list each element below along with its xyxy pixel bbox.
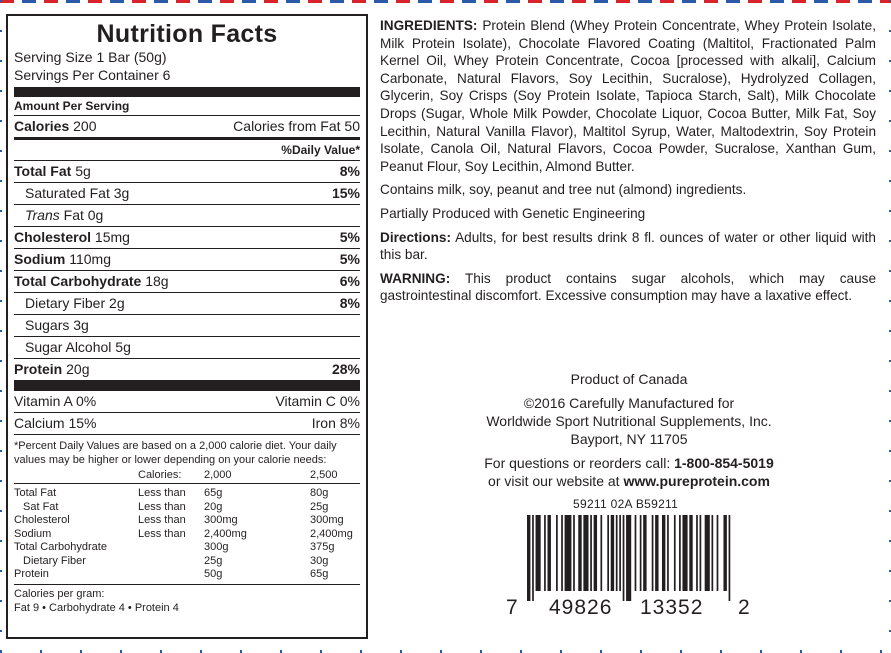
nutrient-pct: 6% (339, 273, 360, 289)
daily-value-header: %Daily Value* (14, 140, 360, 161)
barcode-bar (623, 515, 625, 601)
vitamin-row (14, 391, 360, 413)
nutrient-pct: 8% (339, 163, 360, 179)
nutrient-amount: 110mg (69, 251, 112, 267)
barcode-bar (679, 515, 681, 591)
reference-qualifier (138, 568, 204, 582)
nutrient-row-total-carbohydrate (14, 271, 360, 293)
barcode-first-digit: 7 (506, 596, 518, 619)
reference-qualifier: Less than (138, 500, 186, 513)
nutrient-row-sugar-alcohol (14, 337, 360, 359)
barcode-left-group: 49826 (549, 596, 613, 619)
website-line (440, 472, 818, 490)
nutrient-label: Total Carbohydrate (14, 273, 142, 289)
nutrient-row-total-fat (14, 161, 360, 183)
barcode-bar (682, 515, 687, 591)
ingredients-text: Protein Blend (Whey Protein Concentrate, Whey Protein Isolate, Milk Protein Isolate), Chocolate Flavored Coating (Maltitol, Fractionated Palm Kernel Oil, Whey Protein Concentrate, Cocoa [processed with alkali], Calcium Carbonate, Natural Flavors, Soy Lecithin, Sucralose), Hydrolyzed Collagen, Glycerin, Soy Crisps (Soy Protein Isolate, Tapioca Starch, Salt), Milk Chocolate Drops (Sugar, Whole Milk Powder, Chocolate Liquor, Cocoa Butter, Milk Fat, Soy Lecithin, Natural Vanilla Flavor), Maltitol Syrup, Water, Maltodextrin, Soy Protein Isolate, Canola Oil, Natural Flavors, Cocoa Powder, Sucralose, Xanthan Gum, Peanut Flour, Soy Lecithin, Almond Butter. (380, 18, 877, 174)
barcode-bar (594, 515, 597, 591)
reference-nutrient: Dietary Fiber (23, 554, 86, 567)
barcode-bar (573, 515, 575, 591)
nutrient-amount: 2g (109, 295, 125, 311)
reference-nutrient: Total Carbohydrate (14, 541, 107, 553)
calories-per-gram-label: Calories per gram: (14, 587, 105, 600)
nutrient-amount: 3g (73, 317, 89, 333)
reference-2500-value: 65g (310, 568, 329, 580)
barcode-bar (590, 515, 592, 591)
reference-row (14, 528, 360, 542)
barcode-bar (667, 515, 669, 591)
barcode-bar (578, 515, 581, 591)
barcode-bar (544, 515, 546, 591)
reference-qualifier (138, 541, 204, 555)
nutrient-label: Sugar Alcohol (25, 339, 112, 355)
top-edge-marks (0, 0, 891, 3)
nutrition-facts-panel (6, 14, 368, 639)
barcode-bar (561, 515, 563, 591)
questions-line (440, 454, 818, 472)
nutrient-pct: 28% (331, 361, 360, 377)
reference-nutrient: Total Fat (14, 487, 57, 499)
product-origin: Product of Canada (570, 371, 688, 387)
reference-table (14, 469, 360, 585)
product-codes: 59211 02A B59211 (573, 497, 679, 511)
nutrient-amount: 18g (145, 273, 169, 289)
barcode-bar (640, 515, 642, 591)
reference-2000-value: 300g (204, 541, 229, 553)
reference-nutrient: Sat Fat (23, 500, 59, 513)
company-city: Bayport, NY 11705 (570, 431, 688, 447)
barcode-bar (619, 515, 621, 591)
barcode-right-group: 13352 (640, 596, 704, 619)
reference-qualifier: Less than (138, 487, 186, 499)
barcode-bar (527, 515, 530, 601)
website-link[interactable]: www.pureprotein.com (623, 473, 770, 489)
barcode-bar (536, 515, 541, 591)
reference-row (14, 514, 360, 528)
reference-qualifier: Less than (138, 514, 186, 526)
nutrient-pct: 5% (339, 229, 360, 245)
reference-2500-header: 2,500 (310, 469, 360, 483)
directions-label: Directions: (380, 229, 452, 245)
reference-row (14, 487, 360, 501)
barcode-bar (723, 515, 726, 591)
nutrient-label: Total Fat (14, 163, 72, 179)
directions-text: Adults, for best results drink 8 fl. ounces of water or other liquid with this bar. (380, 229, 876, 263)
calories-from-fat: Calories from Fat 50 (233, 118, 360, 134)
barcode-bar (712, 515, 714, 591)
barcode-bar (635, 515, 637, 591)
company-info (440, 370, 818, 490)
nutrient-amount: 15mg (94, 229, 130, 245)
barcode-bar (583, 515, 588, 591)
barcode-bar (705, 515, 710, 591)
nutrition-facts-title: Nutrition Facts (96, 20, 278, 48)
genetic-engineering-statement: Partially Produced with Genetic Engineering (380, 205, 646, 221)
ingredients-paragraph (380, 17, 876, 175)
reference-row (14, 541, 360, 555)
nutrient-amount: 20g (66, 361, 90, 377)
nutrient-amount: 5g (75, 163, 91, 179)
copyright-line: ©2016 Carefully Manufactured for (523, 395, 735, 411)
reference-2500-value: 80g (310, 487, 329, 499)
barcode-bar (616, 515, 618, 591)
website-prefix: or visit our website at (488, 473, 620, 489)
reference-row (14, 568, 360, 582)
nutrient-label: Dietary Fiber (25, 295, 106, 311)
nutrient-label: Saturated Fat (25, 185, 110, 201)
nutrient-label: Sugars (25, 317, 70, 333)
barcode-bar (626, 515, 631, 601)
reference-2500-value: 300mg (310, 514, 344, 526)
reference-2500-value: 25g (310, 500, 329, 513)
allergen-statement: Contains milk, soy, peanut and tree nut (almond) ingredients. (380, 182, 747, 198)
company-name: Worldwide Sport Nutritional Supplements, Inc. (486, 413, 772, 429)
nutrient-row-protein (14, 359, 360, 380)
reference-2500-value: 375g (310, 541, 335, 553)
barcode-image (527, 515, 732, 601)
reference-nutrient: Protein (14, 568, 49, 580)
reference-2500-value: 30g (310, 554, 329, 567)
reference-row (14, 555, 360, 569)
reference-calories-label: Calories: (138, 469, 204, 483)
nutrient-row-dietary-fiber (14, 293, 360, 315)
reference-2000-value: 25g (204, 554, 223, 567)
barcode-bar (643, 515, 646, 591)
calories-per-gram: Fat 9 • Carbohydrate 4 • Protein 4 (14, 601, 179, 614)
nutrient-row-sugars (14, 315, 360, 337)
barcode-bar (696, 515, 698, 591)
barcode-bar (674, 515, 676, 591)
reference-2000-value: 50g (204, 568, 223, 580)
barcode-bar (655, 515, 658, 591)
left-edge-marks (0, 0, 2, 653)
reference-qualifier: Less than (138, 527, 186, 540)
calories-value: 200 (73, 118, 97, 134)
barcode-bar (689, 515, 692, 591)
nutrient-row-sodium (14, 249, 360, 271)
calories-label: Calories (14, 118, 70, 134)
barcode-bar (662, 515, 665, 591)
nutrient-amount: Fat 0g (63, 207, 104, 223)
nutrient-pct: 5% (339, 251, 360, 267)
nutrient-row-trans-fat (14, 205, 360, 227)
warning-paragraph (380, 270, 876, 305)
barcode-check-digit: 2 (738, 596, 750, 619)
warning-text: This product contains sugar alcohols, which may cause gastrointestinal discomfort. Excessive consumption may have a laxative effect. (380, 270, 877, 304)
barcode-bar (565, 515, 572, 591)
warning-label: WARNING: (380, 270, 451, 286)
nutrient-pct: 8% (339, 295, 360, 311)
reference-header-row (14, 469, 360, 483)
servings-per-container: Servings Per Container 6 (14, 67, 171, 83)
barcode-bar (607, 515, 609, 591)
barcode-bar (548, 515, 551, 591)
reference-row (14, 501, 360, 515)
vitamin-row (14, 413, 360, 435)
reference-2000-header: 2,000 (204, 469, 310, 483)
directions-paragraph (380, 229, 876, 264)
daily-value-footnote: *Percent Daily Values are based on a 2,000 calorie diet. Your daily values may be higher or lower depending on your calorie needs: (14, 440, 337, 466)
nutrient-amount: 3g (113, 185, 130, 201)
barcode-bar (556, 515, 558, 591)
nutrient-label: Cholesterol (14, 229, 92, 245)
serving-size: Serving Size 1 Bar (50g) (14, 49, 167, 65)
nutrient-label: Sodium (14, 251, 66, 267)
calories-row (14, 116, 360, 140)
reference-2000-value: 2,400mg (204, 527, 247, 540)
reference-2000-value: 20g (204, 500, 223, 513)
reference-qualifier (138, 555, 204, 569)
nutrient-pct: 15% (331, 185, 360, 201)
barcode-bar (700, 515, 702, 591)
label-text-column (380, 17, 876, 311)
nutrient-row-saturated-fat (14, 183, 360, 205)
questions-prefix: For questions or reorders call: (484, 455, 671, 471)
reference-nutrient: Cholesterol (14, 514, 70, 526)
reference-nutrient: Sodium (14, 527, 52, 540)
ingredients-label: INGREDIENTS: (380, 18, 478, 33)
thick-divider (14, 380, 360, 391)
reference-2000-value: 65g (204, 487, 223, 499)
reference-2500-value: 2,400mg (310, 527, 353, 540)
nutrient-label: Protein (14, 361, 63, 377)
barcode-bar (717, 515, 719, 591)
nutrient-amount: 5g (115, 339, 131, 355)
barcode-bar (600, 515, 602, 591)
vitamin-right: Iron 8% (311, 415, 360, 431)
barcode-bar (532, 515, 534, 601)
vitamin-left: Calcium 15% (14, 415, 97, 431)
vitamin-right: Vitamin C 0% (275, 393, 360, 409)
barcode-bar (652, 515, 654, 591)
phone-number[interactable]: 1-800-854-5019 (674, 455, 774, 471)
barcode-bar (729, 515, 731, 601)
vitamin-left: Vitamin A 0% (14, 393, 97, 409)
amount-per-serving: Amount Per Serving (14, 97, 360, 116)
reference-2000-value: 300mg (204, 514, 238, 526)
nutrient-label: Trans (25, 207, 60, 223)
thick-divider (14, 87, 360, 97)
barcode-bar (611, 515, 614, 591)
nutrient-row-cholesterol (14, 227, 360, 249)
